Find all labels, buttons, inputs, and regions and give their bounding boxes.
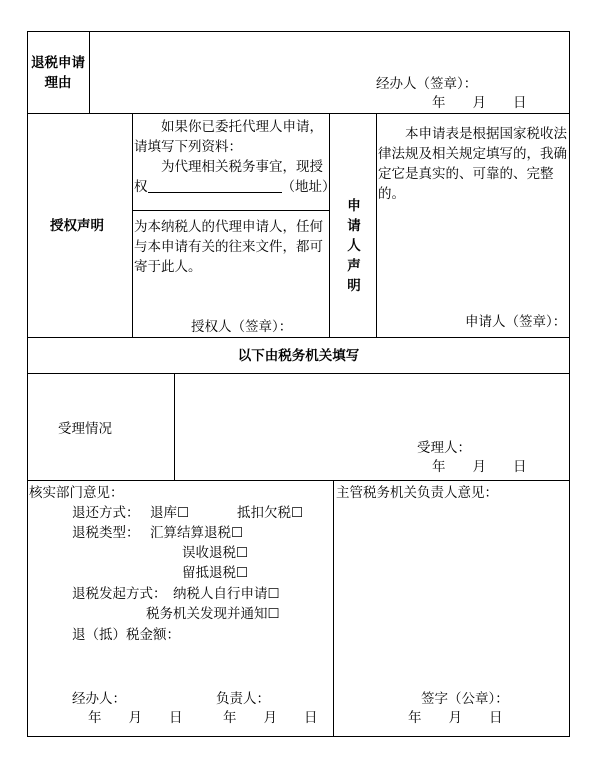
verify-responsible: 负责人： bbox=[216, 691, 270, 707]
option-retain-offset-refund[interactable]: 留抵退税☐ bbox=[182, 565, 249, 581]
refund-amount-label: 退（抵）税金额： bbox=[72, 627, 180, 643]
option-wrong-collection-refund[interactable]: 误收退税☐ bbox=[182, 545, 249, 561]
col-divider-verify bbox=[333, 480, 334, 737]
acceptor: 受理人： bbox=[417, 440, 471, 456]
row-divider-1 bbox=[27, 113, 570, 114]
applicant-statement: 本申请表是根据国家税收法律法规及相关规定填写的，我确定它是真实的、可靠的、完整的。 bbox=[378, 126, 567, 202]
verify-date-responsible: 年 月 日 bbox=[223, 710, 318, 726]
auth-signer: 授权人（签章）： bbox=[191, 319, 293, 335]
auth-paragraph-3: 为本纳税人的代理申请人，任何与本申请有关的往来文件，都可寄于此人。 bbox=[134, 219, 323, 275]
row-divider-3 bbox=[27, 373, 570, 374]
verify-handler: 经办人： bbox=[72, 691, 126, 707]
section-title: 以下由税务机关填写 bbox=[237, 348, 360, 364]
auth-inner-divider bbox=[132, 210, 329, 211]
option-settlement-refund[interactable]: 汇算结算退税☐ bbox=[150, 525, 244, 541]
col-divider-reason bbox=[89, 31, 90, 114]
option-tax-authority-notify[interactable]: 税务机关发现并通知☐ bbox=[146, 606, 280, 622]
chief-date: 年 月 日 bbox=[408, 710, 503, 726]
initiate-method-label: 退税发起方式： bbox=[72, 586, 167, 602]
col-divider-accept bbox=[174, 373, 175, 481]
col-divider-auth-label bbox=[132, 113, 133, 338]
auth-agent-line: 权 （地址） bbox=[134, 179, 336, 195]
option-taxpayer-apply[interactable]: 纳税人自行申请☐ bbox=[173, 586, 280, 602]
accept-label: 受理情况 bbox=[58, 421, 112, 437]
refund-method-label: 退还方式： bbox=[72, 505, 140, 521]
verify-date-handler: 年 月 日 bbox=[88, 710, 183, 726]
option-offset-arrears[interactable]: 抵扣欠税☐ bbox=[237, 505, 304, 521]
option-refund-treasury[interactable]: 退库☐ bbox=[150, 505, 190, 521]
auth-paragraph-2a: 为代理相关税务事宜，现授 bbox=[161, 159, 323, 175]
refund-type-label: 退税类型： bbox=[72, 525, 140, 541]
col-divider-applicant-label bbox=[376, 113, 377, 338]
reason-label: 退税申请理由 bbox=[31, 55, 85, 91]
agent-blank-underline bbox=[148, 178, 282, 193]
applicant-signer: 申请人（签章）： bbox=[465, 314, 567, 330]
accept-date: 年 月 日 bbox=[432, 459, 527, 475]
row-divider-4 bbox=[27, 480, 570, 481]
reason-handler-signature: 经办人（签章）： bbox=[376, 76, 478, 92]
chief-title: 主管税务机关负责人意见： bbox=[336, 485, 498, 501]
row-divider-2 bbox=[27, 337, 570, 338]
col-divider-auth-content bbox=[329, 113, 330, 338]
auth-label: 授权声明 bbox=[50, 218, 104, 234]
reason-date: 年 月 日 bbox=[432, 95, 527, 111]
verify-title: 核实部门意见： bbox=[29, 485, 124, 501]
applicant-label: 申请人声明 bbox=[347, 198, 361, 294]
chief-sign: 签字（公章）： bbox=[421, 691, 509, 707]
auth-paragraph-1: 如果你已委托代理人申请，请填写下列资料： bbox=[134, 119, 323, 155]
